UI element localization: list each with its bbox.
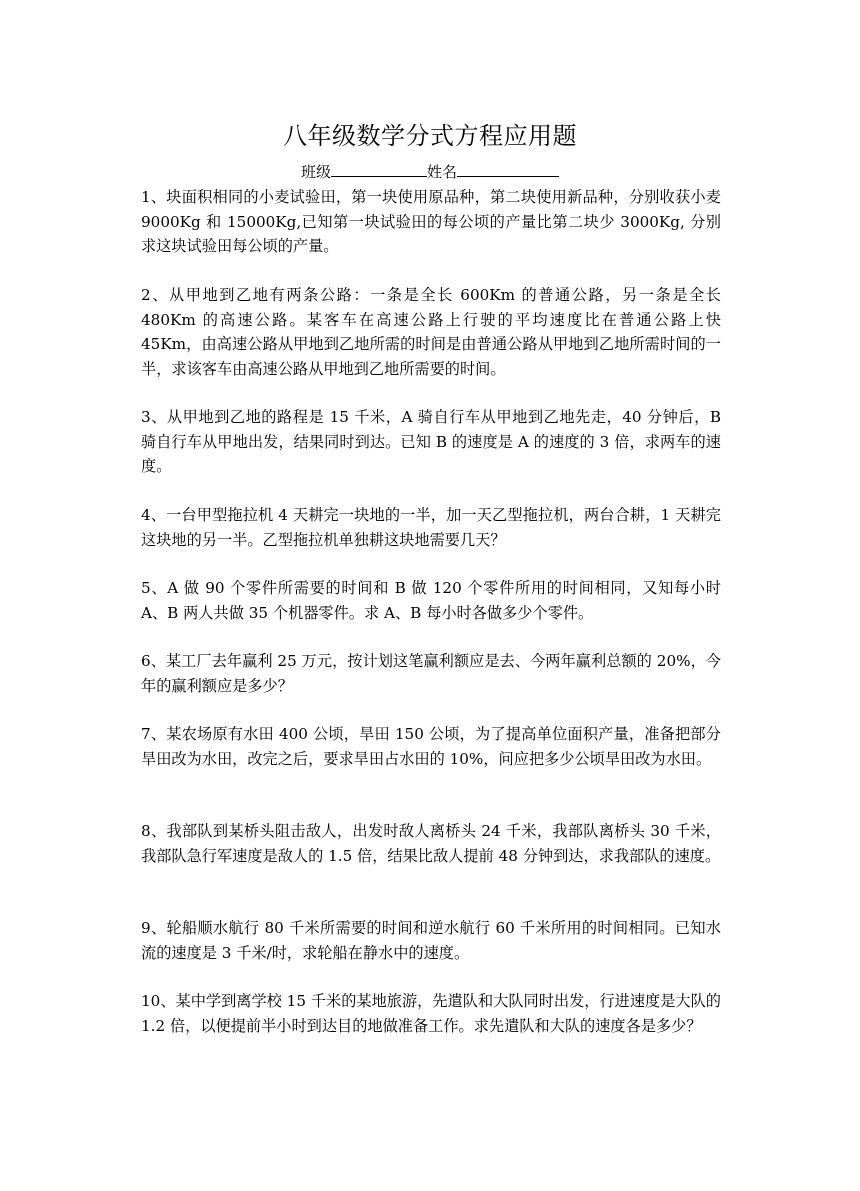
problem-9: 9、轮船顺水航行 80 千米所需要的时间和逆水航行 60 千米所用的时间相同。已知水流的速度是 3 千米/时，求轮船在静水中的速度。 [141, 919, 721, 962]
class-label: 班级 [300, 163, 331, 181]
problem-6: 6、某工厂去年赢利 25 万元，按计划这笔赢利额应是去、今两年赢利总额的 20%，今年的赢利额应是多少？ [141, 652, 721, 695]
class-blank[interactable] [331, 160, 427, 177]
name-blank[interactable] [457, 160, 559, 177]
problem-4: 4、一台甲型拖拉机 4 天耕完一块地的一半，加一天乙型拖拉机，两台合耕，1 天耕完这块地的另一半。乙型拖拉机单独耕这块地需要几天？ [141, 506, 721, 549]
problem-2: 2、从甲地到乙地有两条公路：一条是全长 600Km 的普通公路，另一条是全长 480Km 的高速公路。某客车在高速公路上行驶的平均速度比在普通公路上快 45Km，由高速公路从甲地到乙地所需的时间是由普通公路从甲地到乙地所需时间的一半，求该客车由高速公路从甲地到乙地所需要的时间。 [141, 286, 721, 378]
name-label: 姓名 [427, 163, 458, 181]
problem-7: 7、某农场原有水田 400 公顷，旱田 150 公顷，为了提高单位面积产量，准备把部分旱田改为水田，改完之后，要求旱田占水田的 10%，问应把多少公顷旱田改为水田。 [141, 725, 721, 768]
problem-8: 8、我部队到某桥头阻击敌人，出发时敌人离桥头 24 千米，我部队离桥头 30 千米，我部队急行军速度是敌人的 1.5 倍，结果比敌人提前 48 分钟到达，求我部队的速度。 [141, 822, 721, 865]
page-title: 八年级数学分式方程应用题 [283, 122, 577, 150]
problem-5: 5、A 做 90 个零件所需要的时间和 B 做 120 个零件所用的时间相同，又知每小时 A、B 两人共做 35 个机器零件。求 A、B 每小时各做多少个零件。 [141, 579, 721, 622]
problem-10: 10、某中学到离学校 15 千米的某地旅游，先遣队和大队同时出发，行进速度是大队的 1.2 倍，以便提前半小时到达目的地做准备工作。求先遣队和大队的速度各是多少？ [141, 992, 721, 1035]
student-info-line [0, 160, 860, 184]
problem-1: 1、块面积相同的小麦试验田，第一块使用原品种，第二块使用新品种，分别收获小麦 9000Kg 和 15000Kg,已知第一块试验田的每公顷的产量比第二块少 3000Kg, 分别求这块试验田每公顷的产量。 [141, 188, 721, 255]
problem-3: 3、从甲地到乙地的路程是 15 千米，A 骑自行车从甲地到乙地先走，40 分钟后，B 骑自行车从甲地出发，结果同时到达。已知 B 的速度是 A 的速度的 3 倍，求两车的速度。 [141, 408, 721, 475]
